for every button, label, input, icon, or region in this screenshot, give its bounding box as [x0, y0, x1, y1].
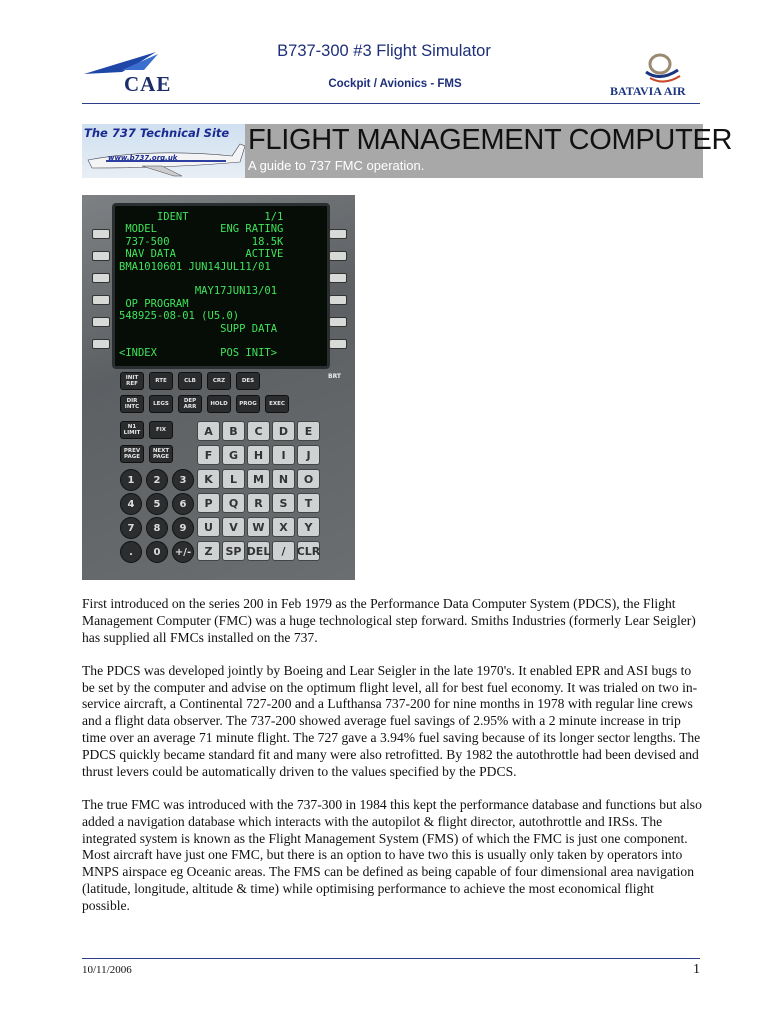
- alpha-key[interactable]: G: [222, 445, 245, 465]
- fmc-display-line: MODEL ENG RATING: [119, 223, 284, 236]
- alpha-key[interactable]: D: [272, 421, 295, 441]
- line-select-key-r6[interactable]: [329, 339, 347, 349]
- function-key[interactable]: HOLD: [207, 395, 231, 413]
- numeric-key[interactable]: 1: [120, 469, 142, 491]
- paragraph-3: The true FMC was introduced with the 737-300 in 1984 this kept the performance database and functions but also added a navigation database which interacts with the autopilot & flight director, autothrottle and IRSs. The integrated system is known as the Flight Management System (FMS) of which the FMC is just one component. Most aircraft have just one FMC, but there is an option to have two this is usually only taken by operators into MNPS airspace eg Oceanic areas. The FMS can be defined as being capable of four dimensional area navigation (latitude, longitude, altitude & time) while optimising performance to achieve the most economical flight possible.: [82, 796, 702, 913]
- alpha-key[interactable]: A: [197, 421, 220, 441]
- page-heading: FLIGHT MANAGEMENT COMPUTER: [248, 124, 733, 156]
- alpha-key[interactable]: E: [297, 421, 320, 441]
- document-title: B737-300 #3 Flight Simulator: [277, 42, 491, 60]
- paragraph-1: First introduced on the series 200 in Feb 1979 as the Performance Data Computer System (PDCS), the Flight Management Computer (FMC) was a huge technological step forward. Smiths Industries (formerly Lear Seigler) has supplied all FMCs installed on the 737.: [82, 596, 696, 645]
- fmc-display-line: IDENT 1/1: [119, 211, 284, 223]
- alpha-key[interactable]: R: [247, 493, 270, 513]
- fmc-display-line: 737-500 18.5K: [119, 235, 284, 248]
- function-key[interactable]: RTE: [149, 372, 173, 390]
- brightness-label: BRT: [328, 373, 342, 380]
- function-key[interactable]: DEP ARR: [178, 395, 202, 413]
- line-select-key-l4[interactable]: [92, 295, 110, 305]
- numeric-key[interactable]: 9: [172, 517, 194, 539]
- fmc-display-line: 548925-08-01 (U5.0): [119, 310, 240, 323]
- page-subheading: A guide to 737 FMC operation.: [248, 158, 425, 173]
- line-select-key-r3[interactable]: [329, 273, 347, 283]
- alpha-key[interactable]: K: [197, 469, 220, 489]
- fmc-display-line: OP PROGRAM: [119, 297, 189, 310]
- function-key[interactable]: INIT REF: [120, 372, 144, 390]
- footer-divider: [82, 958, 700, 959]
- function-key[interactable]: DIR INTC: [120, 395, 144, 413]
- alpha-key[interactable]: I: [272, 445, 295, 465]
- alpha-key[interactable]: C: [247, 421, 270, 441]
- numeric-key[interactable]: .: [120, 541, 142, 563]
- fmc-display-line: NAV DATA ACTIVE: [119, 248, 284, 261]
- line-select-key-r4[interactable]: [329, 295, 347, 305]
- numeric-key[interactable]: +/-: [172, 541, 194, 563]
- function-key[interactable]: CRZ: [207, 372, 231, 390]
- alpha-key[interactable]: F: [197, 445, 220, 465]
- numeric-key[interactable]: 4: [120, 493, 142, 515]
- document-subtitle: Cockpit / Avionics - FMS: [328, 78, 462, 90]
- alpha-key[interactable]: X: [272, 517, 295, 537]
- paragraph-2: The PDCS was developed jointly by Boeing and Lear Seigler in the late 1970's. It enabled EPR and ASI bugs to be set by the computer and advise on the optimum flight level, all for best fuel economy. It was trialed on two in-service aircraft, a Continental 727-200 and a Lufthansa 737-200 for nine months in 1978 with regular line crews and a flight data observer. The 737-200 showed average fuel savings of 2.95% with a 2 minute increase in trip time over an average 71 minute flight. The 727 gave a 3.94% fuel saving because of its longer sector lengths. The PDCS quickly became standard fit and many were also retrofitted. By 1982 the autothrottle had been devised and thrust levers could be automatically driven to the values specified by the PDCS.: [82, 662, 701, 779]
- function-key[interactable]: N1 LIMIT: [120, 421, 144, 439]
- article-body: [82, 596, 702, 931]
- alpha-key[interactable]: J: [297, 445, 320, 465]
- alpha-key[interactable]: O: [297, 469, 320, 489]
- alpha-key[interactable]: CLR: [297, 541, 320, 561]
- function-key[interactable]: EXEC: [265, 395, 289, 413]
- function-key[interactable]: FIX: [149, 421, 173, 439]
- alpha-key[interactable]: DEL: [247, 541, 270, 561]
- numeric-key[interactable]: 8: [146, 517, 168, 539]
- alpha-key[interactable]: Q: [222, 493, 245, 513]
- alpha-key[interactable]: /: [272, 541, 295, 561]
- function-key[interactable]: LEGS: [149, 395, 173, 413]
- alpha-key[interactable]: V: [222, 517, 245, 537]
- function-key[interactable]: DES: [236, 372, 260, 390]
- alpha-key[interactable]: N: [272, 469, 295, 489]
- 737-technical-site-logo: [82, 124, 245, 178]
- fmc-display: [112, 203, 330, 369]
- line-select-key-l3[interactable]: [92, 273, 110, 283]
- line-select-key-r5[interactable]: [329, 317, 347, 327]
- cae-logo-text: CAE: [124, 72, 172, 96]
- function-key[interactable]: NEXT PAGE: [149, 445, 173, 463]
- numeric-key[interactable]: 0: [146, 541, 168, 563]
- page-number: 1: [693, 962, 700, 977]
- alpha-key[interactable]: M: [247, 469, 270, 489]
- alpha-key[interactable]: P: [197, 493, 220, 513]
- line-select-key-r1[interactable]: [329, 229, 347, 239]
- alpha-key[interactable]: SP: [222, 541, 245, 561]
- alpha-key[interactable]: U: [197, 517, 220, 537]
- fmc-display-line: MAY17JUN13/01: [119, 285, 278, 298]
- numeric-key[interactable]: 6: [172, 493, 194, 515]
- line-select-key-r2[interactable]: [329, 251, 347, 261]
- alpha-key[interactable]: B: [222, 421, 245, 441]
- alpha-key[interactable]: H: [247, 445, 270, 465]
- footer-date: 10/11/2006: [82, 964, 132, 976]
- alpha-key[interactable]: Y: [297, 517, 320, 537]
- alpha-key[interactable]: T: [297, 493, 320, 513]
- numeric-key[interactable]: 3: [172, 469, 194, 491]
- line-select-key-l6[interactable]: [92, 339, 110, 349]
- logo-title: The 737 Technical Site: [84, 126, 230, 140]
- line-select-key-l1[interactable]: [92, 229, 110, 239]
- fmc-photo: [82, 195, 355, 580]
- function-key[interactable]: PREV PAGE: [120, 445, 144, 463]
- numeric-key[interactable]: 2: [146, 469, 168, 491]
- fmc-display-line: <INDEX POS INIT>: [119, 347, 278, 360]
- title-banner: [82, 124, 733, 178]
- line-select-key-l2[interactable]: [92, 251, 110, 261]
- line-select-key-l5[interactable]: [92, 317, 110, 327]
- alpha-key[interactable]: W: [247, 517, 270, 537]
- alpha-key[interactable]: L: [222, 469, 245, 489]
- numeric-key[interactable]: 7: [120, 517, 142, 539]
- alpha-key[interactable]: Z: [197, 541, 220, 561]
- fmc-display-line: BMA1010601 JUN14JUL11/01: [119, 260, 271, 273]
- alpha-key[interactable]: S: [272, 493, 295, 513]
- logo-url: www.b737.org.uk: [108, 154, 178, 162]
- function-key[interactable]: CLB: [178, 372, 202, 390]
- function-key[interactable]: PROG: [236, 395, 260, 413]
- numeric-key[interactable]: 5: [146, 493, 168, 515]
- batavia-air-text: BATAVIA AIR: [610, 84, 686, 98]
- fmc-display-line: SUPP DATA: [119, 322, 278, 335]
- header-divider: [82, 103, 700, 104]
